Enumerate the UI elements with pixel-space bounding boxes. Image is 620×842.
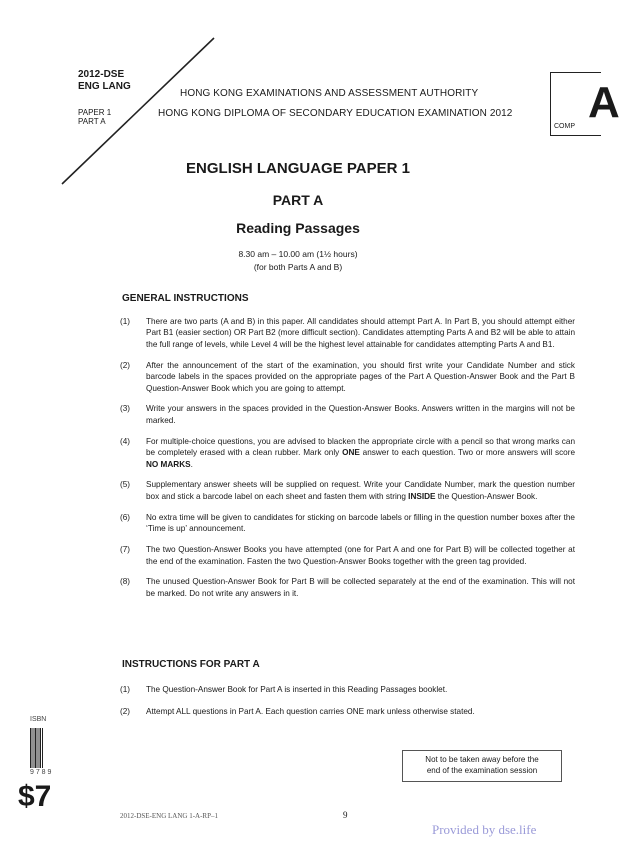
footer-code: 2012-DSE-ENG LANG 1-A-RP–1 bbox=[120, 812, 218, 820]
paper-label: PAPER 1 bbox=[78, 108, 112, 117]
general-instructions-heading: GENERAL INSTRUCTIONS bbox=[122, 293, 249, 304]
exam-time-hours: 8.30 am – 10.00 am (1½ hours) bbox=[238, 249, 358, 259]
list-item: (2) After the announcement of the start of the examination, you should first write your Candidate Number and stick barcode labels in the spaces provided on the appropriate pages of the Part A Question-Answer Book and the Part B Question-Answer Book which you are going to attempt. bbox=[120, 360, 575, 393]
isbn-label: ISBN bbox=[30, 716, 47, 723]
part-label: PART A bbox=[78, 117, 106, 126]
exam-name: HONG KONG DIPLOMA OF SECONDARY EDUCATION EXAMINATION 2012 bbox=[158, 108, 513, 119]
notice-line-2: end of the examination session bbox=[426, 766, 538, 775]
part-title: PART A bbox=[272, 192, 324, 208]
list-item: (7) The two Question-Answer Books you have attempted (one for Part A and one for Part B) will be collected together at the end of the examination. Fasten the two Question-Answer Books together with the green tag provided. bbox=[120, 545, 575, 566]
watermark: Provided by dse.life bbox=[432, 822, 537, 837]
section-title: Reading Passages bbox=[236, 220, 360, 236]
barcode-number: 9 7 8 9 bbox=[30, 769, 52, 776]
price-label: $7 bbox=[18, 780, 52, 813]
notice-line-1: Not to be taken away before the bbox=[425, 755, 539, 764]
exam-time-note: (for both Parts A and B) bbox=[253, 262, 343, 272]
list-item: (6) No extra time will be given to candidates for sticking on barcode labels or filling in the question number boxes after the ‘Time is up’ announcement. bbox=[120, 512, 575, 534]
page-number: 9 bbox=[343, 810, 348, 820]
exam-time bbox=[0, 248, 596, 274]
corner-stamp-letter: A bbox=[588, 78, 620, 127]
subject-code: 2012-DSE bbox=[78, 69, 125, 80]
list-item: (8) The unused Question-Answer Book for Part B will be collected separately at the end of the examination. This will not be marked. Do not write any answers in it. bbox=[120, 577, 575, 598]
list-item: (3) Write your answers in the spaces provided in the Question-Answer Books. Answers written in the margins will not be marked. bbox=[120, 404, 575, 425]
list-item: (1) There are two parts (A and B) in this paper. All candidates should attempt Part A. In Part B, you should attempt either Part B1 (easier section) OR Part B2 (more difficult section). Candidates attempting Parts A and B2 will be able to attain the full range of levels, while Level 4 will be the highest level attainable for candidates attempting Parts A and B1. bbox=[120, 317, 575, 349]
list-item: (5) Supplementary answer sheets will be supplied on request. Write your Candidate Number, mark the question number box and stick a barcode label on each sheet and fasten them with string INSIDE the Question-Answer Book. bbox=[120, 480, 575, 501]
part-a-instructions-heading: INSTRUCTIONS FOR PART A bbox=[122, 659, 260, 670]
list-item: (1) The Question-Answer Book for Part A is inserted in this Reading Passages booklet. bbox=[120, 685, 448, 694]
authority-name: HONG KONG EXAMINATIONS AND ASSESSMENT AUTHORITY bbox=[180, 88, 479, 99]
notice-box bbox=[402, 750, 562, 782]
subject-name: ENG LANG bbox=[78, 81, 131, 92]
barcode-icon bbox=[30, 728, 44, 768]
corner-stamp-label: COMP bbox=[554, 123, 575, 130]
general-instructions-list bbox=[120, 316, 575, 609]
paper-title: ENGLISH LANGUAGE PAPER 1 bbox=[186, 160, 410, 177]
part-a-instructions-list bbox=[120, 684, 575, 727]
list-item: (2) Attempt ALL questions in Part A. Each question carries ONE mark unless otherwise stated. bbox=[120, 707, 475, 717]
list-item: (4) For multiple-choice questions, you are advised to blacken the appropriate circle with a pencil so that wrong marks can be completely erased with a clean rubber. Mark only ONE answer to each question. Two or more answers will score NO MARKS. bbox=[120, 436, 576, 469]
